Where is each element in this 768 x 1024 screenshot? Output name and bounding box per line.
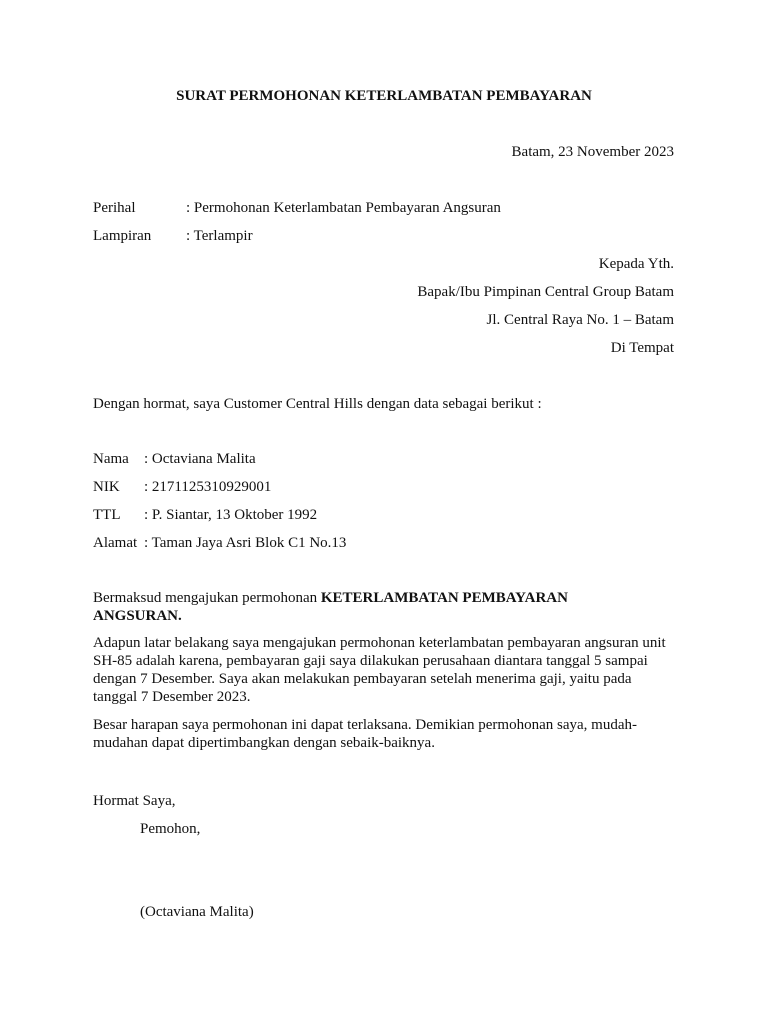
body-paragraph-2: Besar harapan saya permohonan ini dapat terlaksana. Demikian permohonan saya, mudah-mudahan dapat dipertimbangkan dengan sebaik-baiknya.	[93, 717, 637, 751]
body-paragraph-1: Adapun latar belakang saya mengajukan permohonan keterlambatan pembayaran angsuran unit SH-85 adalah karena, pembayaran gaji saya dilakukan perusahaan diantara tanggal 5 sampai dengan 7 Desember. Saya akan melakukan pembayaran setelah menerima gaji, yaitu pada tanggal 7 Desember 2023.	[93, 635, 666, 705]
recipient-line-4: Di Tempat	[610, 340, 674, 356]
ttl-label: TTL	[93, 507, 121, 523]
name-label: Nama	[93, 451, 129, 467]
nik-value: : 2171125310929001	[144, 479, 272, 495]
attachment-label: Lampiran	[93, 228, 152, 244]
greeting: Dengan hormat, saya Customer Central Hills dengan data sebagai berikut :	[93, 396, 542, 412]
subject-label: Perihal	[93, 200, 136, 216]
attachment-value: : Terlampir	[186, 228, 253, 244]
letter-title: SURAT PERMOHONAN KETERLAMBATAN PEMBAYARAN	[176, 88, 592, 104]
ttl-value: : P. Siantar, 13 Oktober 1992	[144, 507, 318, 523]
recipient-line-3: Jl. Central Raya No. 1 – Batam	[486, 312, 674, 328]
intent-bold: KETERLAMBATAN PEMBAYARAN ANGSURAN.	[93, 590, 568, 624]
signature-name: (Octaviana Malita)	[140, 904, 254, 920]
recipient-line-1: Kepada Yth.	[598, 256, 674, 272]
intent-paragraph	[93, 589, 613, 625]
nik-label: NIK	[93, 479, 120, 495]
address-label: Alamat	[93, 535, 138, 551]
place-date: Batam, 23 November 2023	[511, 144, 674, 160]
intent-text: Bermaksud mengajukan permohonan	[93, 590, 321, 606]
recipient-line-2: Bapak/Ibu Pimpinan Central Group Batam	[417, 284, 674, 300]
applicant-label: Pemohon,	[140, 821, 201, 837]
subject-value: : Permohonan Keterlambatan Pembayaran Angsuran	[186, 200, 501, 216]
name-value: : Octaviana Malita	[144, 451, 256, 467]
address-value: : Taman Jaya Asri Blok C1 No.13	[144, 535, 347, 551]
closing: Hormat Saya,	[93, 793, 176, 809]
